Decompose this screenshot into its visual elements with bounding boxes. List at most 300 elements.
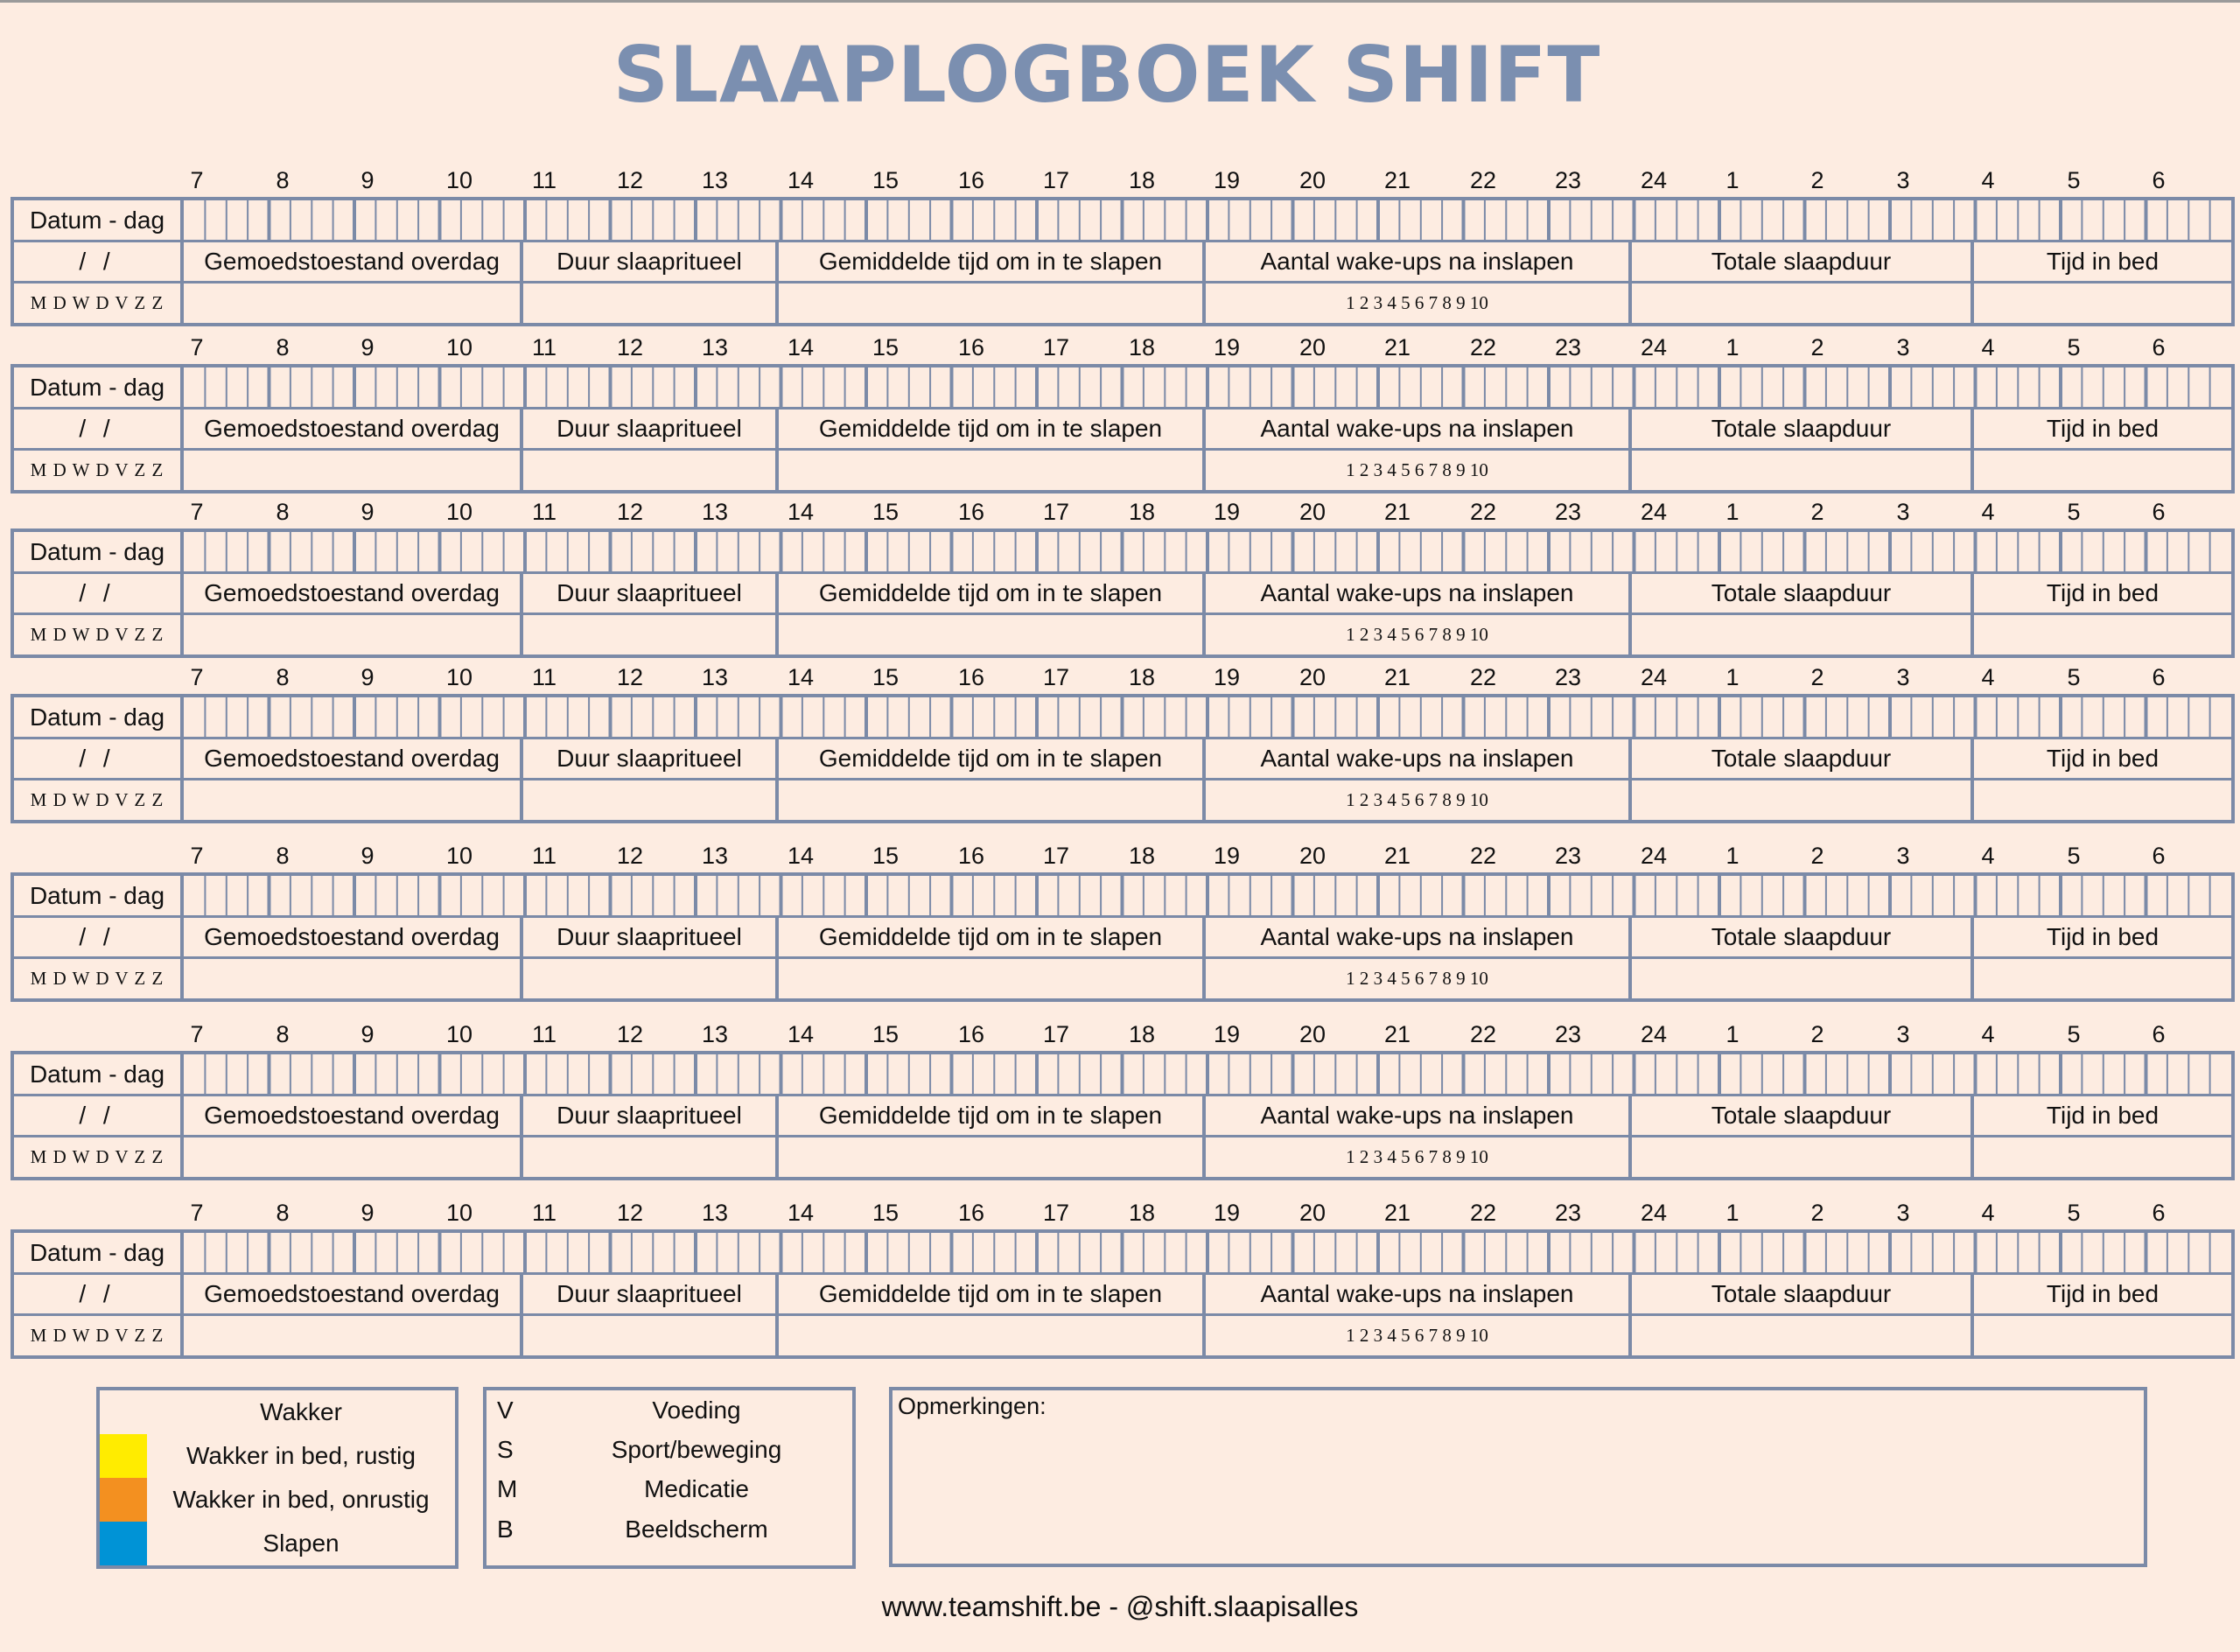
legend-state-label: Wakker bbox=[260, 1398, 342, 1425]
entry-cell[interactable] bbox=[184, 780, 523, 820]
entry-cell[interactable] bbox=[184, 284, 523, 323]
entry-cell[interactable] bbox=[779, 1316, 1206, 1355]
hour-label: 7 bbox=[190, 843, 204, 869]
entry-cell[interactable] bbox=[1632, 1138, 1974, 1177]
hour-label: 21 bbox=[1383, 843, 1411, 869]
column-header bbox=[184, 410, 523, 448]
hour-label: 21 bbox=[1383, 664, 1411, 690]
hour-label: 19 bbox=[1213, 843, 1241, 869]
column-header bbox=[1632, 1096, 1974, 1135]
hour-label: 20 bbox=[1298, 1200, 1326, 1226]
column-header-text: Tijd in bed bbox=[2046, 923, 2160, 950]
hour-label: 3 bbox=[1896, 167, 1910, 193]
hour-label: 13 bbox=[701, 664, 729, 690]
column-header-text: Totale slaapduur bbox=[1711, 745, 1892, 772]
hour-label: 7 bbox=[190, 1200, 204, 1226]
entry-cell[interactable] bbox=[1974, 780, 2231, 820]
hour-label: 5 bbox=[2067, 334, 2081, 360]
quarter-hour-cells[interactable] bbox=[184, 200, 2231, 240]
column-header bbox=[1632, 410, 1974, 448]
quarter-hour-cells[interactable] bbox=[184, 876, 2231, 915]
hour-label: 10 bbox=[445, 334, 473, 360]
hour-label: 3 bbox=[1896, 334, 1910, 360]
column-header bbox=[1206, 1275, 1632, 1313]
entry-cell[interactable] bbox=[1206, 284, 1632, 323]
hour-label: 22 bbox=[1469, 167, 1497, 193]
hour-label: 5 bbox=[2067, 167, 2081, 193]
legend-state-label: Wakker in bed, onrustig bbox=[172, 1486, 430, 1513]
column-header bbox=[1206, 242, 1632, 281]
hour-label: 23 bbox=[1554, 167, 1582, 193]
quarter-hour-cells[interactable] bbox=[184, 697, 2231, 737]
hour-label: 23 bbox=[1554, 664, 1582, 690]
hour-label: 2 bbox=[1810, 1200, 1824, 1226]
column-header bbox=[523, 739, 779, 778]
column-header bbox=[523, 242, 779, 281]
column-header bbox=[1632, 1275, 1974, 1313]
entry-cell[interactable] bbox=[523, 959, 779, 998]
hour-label: 16 bbox=[957, 664, 985, 690]
hour-label: 24 bbox=[1640, 843, 1668, 869]
weekday-selector[interactable] bbox=[14, 959, 184, 998]
column-header-text: Duur slaapritueel bbox=[556, 1280, 742, 1307]
hour-label: 18 bbox=[1128, 499, 1156, 525]
column-header-text: Gemiddelde tijd om in te slapen bbox=[818, 923, 1163, 950]
hour-label: 12 bbox=[616, 1200, 644, 1226]
column-header bbox=[184, 574, 523, 612]
column-header-text: Tijd in bed bbox=[2046, 1102, 2160, 1129]
date-day-text: Datum - dag bbox=[29, 206, 165, 234]
hour-label: 22 bbox=[1469, 499, 1497, 525]
hour-scale bbox=[0, 164, 2240, 196]
entry-cell[interactable] bbox=[184, 1316, 523, 1355]
hour-label: 12 bbox=[616, 167, 644, 193]
date-input[interactable] bbox=[14, 242, 184, 281]
hour-label: 8 bbox=[276, 1021, 290, 1047]
entry-row bbox=[14, 284, 2231, 323]
hour-label: 9 bbox=[360, 499, 374, 525]
hour-label: 21 bbox=[1383, 1021, 1411, 1047]
hour-label: 1 bbox=[1726, 843, 1740, 869]
column-header bbox=[1206, 1096, 1632, 1135]
wakeup-scale[interactable]: 1 2 3 4 5 6 7 8 9 10 bbox=[1346, 292, 1488, 313]
entry-cell[interactable] bbox=[779, 780, 1206, 820]
top-rule bbox=[0, 0, 2240, 3]
column-header-row bbox=[14, 410, 2231, 451]
wakeup-scale[interactable]: 1 2 3 4 5 6 7 8 9 10 bbox=[1346, 1325, 1488, 1346]
hour-label: 12 bbox=[616, 499, 644, 525]
hour-label: 7 bbox=[190, 664, 204, 690]
weekday-selector[interactable] bbox=[14, 451, 184, 490]
date-day-text: Datum - dag bbox=[29, 1060, 165, 1088]
hour-label: 15 bbox=[872, 1200, 900, 1226]
hour-label: 2 bbox=[1810, 167, 1824, 193]
column-header-text: Duur slaapritueel bbox=[556, 745, 742, 772]
weekday-letters: M D W D V Z Z bbox=[30, 1325, 164, 1346]
hour-label: 6 bbox=[2152, 334, 2166, 360]
date-day-label bbox=[14, 1233, 184, 1272]
entry-cell[interactable] bbox=[1206, 1316, 1632, 1355]
hour-label: 10 bbox=[445, 843, 473, 869]
hour-label: 4 bbox=[1981, 499, 1995, 525]
date-slashes: / / bbox=[79, 923, 116, 950]
legend-code-label: Sport/beweging bbox=[611, 1436, 782, 1463]
hour-label: 11 bbox=[531, 1021, 557, 1047]
hour-label: 22 bbox=[1469, 664, 1497, 690]
day-grid bbox=[10, 197, 2235, 326]
notes-label: Opmerkingen: bbox=[898, 1393, 1046, 1419]
weekday-letters: M D W D V Z Z bbox=[30, 292, 164, 313]
entry-cell[interactable] bbox=[1632, 780, 1974, 820]
day-block bbox=[0, 1018, 2240, 1220]
hour-label: 8 bbox=[276, 167, 290, 193]
date-slashes: / / bbox=[79, 579, 116, 606]
hour-label: 16 bbox=[957, 167, 985, 193]
hour-label: 20 bbox=[1298, 334, 1326, 360]
column-header-text: Gemiddelde tijd om in te slapen bbox=[818, 1280, 1163, 1307]
wakeup-scale[interactable]: 1 2 3 4 5 6 7 8 9 10 bbox=[1346, 1146, 1488, 1167]
hour-label: 15 bbox=[872, 167, 900, 193]
hour-label: 3 bbox=[1896, 843, 1910, 869]
hour-label: 22 bbox=[1469, 1200, 1497, 1226]
hour-scale bbox=[0, 1018, 2240, 1050]
column-header bbox=[1974, 242, 2231, 281]
entry-cell[interactable] bbox=[1632, 284, 1974, 323]
hour-label: 13 bbox=[701, 334, 729, 360]
hour-label: 24 bbox=[1640, 664, 1668, 690]
date-day-text: Datum - dag bbox=[29, 1239, 165, 1266]
wakeup-scale[interactable]: 1 2 3 4 5 6 7 8 9 10 bbox=[1346, 789, 1488, 810]
column-header-row bbox=[14, 242, 2231, 284]
hour-label: 11 bbox=[531, 499, 557, 525]
entry-cell[interactable] bbox=[1206, 1138, 1632, 1177]
date-slashes: / / bbox=[79, 415, 116, 442]
hour-label: 18 bbox=[1128, 1021, 1156, 1047]
weekday-letters: M D W D V Z Z bbox=[30, 1146, 164, 1167]
hour-label: 6 bbox=[2152, 499, 2166, 525]
entry-cell[interactable] bbox=[523, 780, 779, 820]
column-header-row bbox=[14, 739, 2231, 780]
entry-cell[interactable] bbox=[1974, 959, 2231, 998]
quarter-hour-cells[interactable] bbox=[184, 1054, 2231, 1094]
hour-label: 4 bbox=[1981, 334, 1995, 360]
hour-label: 9 bbox=[360, 1200, 374, 1226]
quarter-hour-cells[interactable] bbox=[184, 368, 2231, 407]
column-header-text: Tijd in bed bbox=[2046, 248, 2160, 275]
hour-label: 10 bbox=[445, 167, 473, 193]
hour-label: 7 bbox=[190, 334, 204, 360]
hour-label: 23 bbox=[1554, 1021, 1582, 1047]
hour-label: 21 bbox=[1383, 1200, 1411, 1226]
timeline-row bbox=[14, 368, 2231, 410]
quarter-hour-cells[interactable] bbox=[184, 1233, 2231, 1272]
hour-label: 3 bbox=[1896, 1200, 1910, 1226]
column-header-text: Totale slaapduur bbox=[1711, 1102, 1892, 1129]
hour-label: 1 bbox=[1726, 1200, 1740, 1226]
column-header-text: Duur slaapritueel bbox=[556, 248, 742, 275]
legend-states bbox=[96, 1387, 458, 1569]
column-header-text: Tijd in bed bbox=[2046, 415, 2160, 442]
entry-cell[interactable] bbox=[1632, 451, 1974, 490]
hour-label: 21 bbox=[1383, 167, 1411, 193]
hour-label: 7 bbox=[190, 499, 204, 525]
quarter-hour-cells[interactable] bbox=[184, 532, 2231, 571]
legend-code-item bbox=[486, 1390, 852, 1431]
column-header bbox=[1632, 739, 1974, 778]
entry-row bbox=[14, 615, 2231, 654]
column-header-text: Gemoedstoestand overdag bbox=[204, 579, 500, 606]
hour-label: 14 bbox=[787, 664, 815, 690]
column-header-text: Gemiddelde tijd om in te slapen bbox=[818, 1102, 1163, 1129]
hour-label: 4 bbox=[1981, 1200, 1995, 1226]
hour-label: 7 bbox=[190, 167, 204, 193]
hour-label: 16 bbox=[957, 499, 985, 525]
column-header-text: Gemoedstoestand overdag bbox=[204, 923, 500, 950]
date-input[interactable] bbox=[14, 918, 184, 956]
column-header bbox=[184, 1096, 523, 1135]
entry-cell[interactable] bbox=[1974, 615, 2231, 654]
hour-label: 20 bbox=[1298, 1021, 1326, 1047]
hour-label: 9 bbox=[360, 334, 374, 360]
entry-cell[interactable] bbox=[184, 615, 523, 654]
date-day-text: Datum - dag bbox=[29, 538, 165, 565]
hour-label: 3 bbox=[1896, 664, 1910, 690]
column-header bbox=[779, 410, 1206, 448]
column-header bbox=[1632, 242, 1974, 281]
hour-label: 16 bbox=[957, 334, 985, 360]
column-header-text: Tijd in bed bbox=[2046, 1280, 2160, 1307]
date-day-label bbox=[14, 876, 184, 915]
day-block bbox=[0, 662, 2240, 863]
entry-cell[interactable] bbox=[1974, 1316, 2231, 1355]
weekday-selector[interactable] bbox=[14, 780, 184, 820]
hour-label: 8 bbox=[276, 334, 290, 360]
hour-label: 23 bbox=[1554, 334, 1582, 360]
hour-label: 19 bbox=[1213, 1021, 1241, 1047]
hour-label: 20 bbox=[1298, 843, 1326, 869]
column-header-text: Gemoedstoestand overdag bbox=[204, 415, 500, 442]
column-header-text: Aantal wake-ups na inslapen bbox=[1260, 1102, 1574, 1129]
entry-cell[interactable] bbox=[1206, 780, 1632, 820]
entry-cell[interactable] bbox=[1632, 959, 1974, 998]
weekday-letters: M D W D V Z Z bbox=[30, 459, 164, 480]
entry-cell[interactable] bbox=[779, 959, 1206, 998]
hour-label: 4 bbox=[1981, 1021, 1995, 1047]
hour-label: 14 bbox=[787, 1200, 815, 1226]
color-swatch bbox=[100, 1478, 147, 1522]
legend-code-item bbox=[486, 1430, 852, 1470]
entry-cell[interactable] bbox=[184, 959, 523, 998]
hour-label: 10 bbox=[445, 499, 473, 525]
hour-label: 18 bbox=[1128, 334, 1156, 360]
hour-scale bbox=[0, 332, 2240, 363]
timeline-row bbox=[14, 697, 2231, 739]
timeline-row bbox=[14, 200, 2231, 242]
column-header bbox=[779, 574, 1206, 612]
hour-label: 15 bbox=[872, 1021, 900, 1047]
hour-label: 17 bbox=[1042, 664, 1070, 690]
entry-cell[interactable] bbox=[523, 451, 779, 490]
hour-label: 15 bbox=[872, 499, 900, 525]
legend-state-item bbox=[100, 1522, 455, 1565]
legend-code-key: S bbox=[497, 1436, 514, 1463]
legend-code-label: Medicatie bbox=[644, 1475, 749, 1502]
hour-scale bbox=[0, 662, 2240, 693]
column-header bbox=[523, 410, 779, 448]
entry-cell[interactable] bbox=[1632, 1316, 1974, 1355]
hour-label: 10 bbox=[445, 664, 473, 690]
column-header bbox=[1206, 918, 1632, 956]
date-input[interactable] bbox=[14, 1275, 184, 1313]
hour-label: 8 bbox=[276, 843, 290, 869]
date-slashes: / / bbox=[79, 1102, 116, 1129]
entry-cell[interactable] bbox=[523, 1316, 779, 1355]
column-header-text: Gemoedstoestand overdag bbox=[204, 1102, 500, 1129]
hour-label: 17 bbox=[1042, 499, 1070, 525]
column-header bbox=[523, 1275, 779, 1313]
hour-label: 6 bbox=[2152, 843, 2166, 869]
entry-cell[interactable] bbox=[1632, 615, 1974, 654]
date-day-label bbox=[14, 532, 184, 571]
column-header-text: Aantal wake-ups na inslapen bbox=[1260, 579, 1574, 606]
wakeup-scale[interactable]: 1 2 3 4 5 6 7 8 9 10 bbox=[1346, 459, 1488, 480]
entry-cell[interactable] bbox=[779, 1138, 1206, 1177]
day-grid bbox=[10, 694, 2235, 823]
legend-code-item bbox=[486, 1509, 852, 1550]
column-header-row bbox=[14, 574, 2231, 615]
hour-label: 13 bbox=[701, 1200, 729, 1226]
date-input[interactable] bbox=[14, 574, 184, 612]
column-header-text: Tijd in bed bbox=[2046, 745, 2160, 772]
hour-label: 10 bbox=[445, 1200, 473, 1226]
entry-cell[interactable] bbox=[779, 615, 1206, 654]
column-header-row bbox=[14, 1275, 2231, 1316]
legend-code-item bbox=[486, 1469, 852, 1509]
column-header bbox=[523, 1096, 779, 1135]
hour-label: 4 bbox=[1981, 843, 1995, 869]
hour-label: 17 bbox=[1042, 1021, 1070, 1047]
column-header-text: Aantal wake-ups na inslapen bbox=[1260, 248, 1574, 275]
date-day-label bbox=[14, 1054, 184, 1094]
notes-box[interactable] bbox=[889, 1387, 2147, 1567]
entry-cell[interactable] bbox=[523, 1138, 779, 1177]
column-header-text: Gemiddelde tijd om in te slapen bbox=[818, 745, 1163, 772]
hour-label: 24 bbox=[1640, 499, 1668, 525]
hour-label: 18 bbox=[1128, 1200, 1156, 1226]
entry-cell[interactable] bbox=[1206, 959, 1632, 998]
hour-label: 22 bbox=[1469, 334, 1497, 360]
hour-label: 12 bbox=[616, 1021, 644, 1047]
hour-scale bbox=[0, 496, 2240, 528]
entry-cell[interactable] bbox=[779, 451, 1206, 490]
weekday-selector[interactable] bbox=[14, 1316, 184, 1355]
column-header bbox=[184, 1275, 523, 1313]
hour-label: 19 bbox=[1213, 664, 1241, 690]
hour-label: 5 bbox=[2067, 1021, 2081, 1047]
hour-label: 7 bbox=[190, 1021, 204, 1047]
timeline-row bbox=[14, 532, 2231, 574]
entry-cell[interactable] bbox=[1974, 284, 2231, 323]
hour-label: 21 bbox=[1383, 334, 1411, 360]
day-block bbox=[0, 840, 2240, 1041]
column-header bbox=[779, 1096, 1206, 1135]
column-header-text: Aantal wake-ups na inslapen bbox=[1260, 1280, 1574, 1307]
entry-row bbox=[14, 1138, 2231, 1177]
entry-cell[interactable] bbox=[184, 451, 523, 490]
hour-label: 13 bbox=[701, 1021, 729, 1047]
color-swatch bbox=[100, 1434, 147, 1478]
hour-label: 5 bbox=[2067, 843, 2081, 869]
weekday-selector[interactable] bbox=[14, 615, 184, 654]
entry-cell[interactable] bbox=[1974, 451, 2231, 490]
hour-label: 16 bbox=[957, 1200, 985, 1226]
hour-label: 12 bbox=[616, 334, 644, 360]
hour-label: 1 bbox=[1726, 1021, 1740, 1047]
column-header-text: Gemiddelde tijd om in te slapen bbox=[818, 579, 1163, 606]
hour-label: 13 bbox=[701, 843, 729, 869]
column-header bbox=[1206, 739, 1632, 778]
hour-label: 9 bbox=[360, 1021, 374, 1047]
day-grid bbox=[10, 1051, 2235, 1180]
hour-label: 19 bbox=[1213, 334, 1241, 360]
entry-cell[interactable] bbox=[1206, 615, 1632, 654]
date-day-label bbox=[14, 697, 184, 737]
weekday-selector[interactable] bbox=[14, 1138, 184, 1177]
date-input[interactable] bbox=[14, 739, 184, 778]
column-header-text: Totale slaapduur bbox=[1711, 579, 1892, 606]
date-input[interactable] bbox=[14, 1096, 184, 1135]
hour-label: 23 bbox=[1554, 843, 1582, 869]
wakeup-scale[interactable]: 1 2 3 4 5 6 7 8 9 10 bbox=[1346, 968, 1488, 989]
hour-scale bbox=[0, 840, 2240, 872]
column-header bbox=[1632, 574, 1974, 612]
column-header-text: Totale slaapduur bbox=[1711, 415, 1892, 442]
column-header-text: Totale slaapduur bbox=[1711, 1280, 1892, 1307]
hour-label: 2 bbox=[1810, 664, 1824, 690]
legend-code-key: B bbox=[497, 1516, 514, 1543]
column-header-text: Aantal wake-ups na inslapen bbox=[1260, 415, 1574, 442]
hour-label: 2 bbox=[1810, 1021, 1824, 1047]
column-header bbox=[1974, 410, 2231, 448]
wakeup-scale[interactable]: 1 2 3 4 5 6 7 8 9 10 bbox=[1346, 624, 1488, 645]
weekday-letters: M D W D V Z Z bbox=[30, 789, 164, 810]
entry-cell[interactable] bbox=[1974, 1138, 2231, 1177]
hour-label: 4 bbox=[1981, 664, 1995, 690]
column-header bbox=[523, 918, 779, 956]
timeline-row bbox=[14, 876, 2231, 918]
column-header bbox=[1974, 1275, 2231, 1313]
entry-cell[interactable] bbox=[1206, 451, 1632, 490]
entry-cell[interactable] bbox=[523, 615, 779, 654]
hour-label: 15 bbox=[872, 334, 900, 360]
date-input[interactable] bbox=[14, 410, 184, 448]
hour-label: 1 bbox=[1726, 499, 1740, 525]
day-grid bbox=[10, 872, 2235, 1002]
hour-label: 19 bbox=[1213, 1200, 1241, 1226]
entry-cell[interactable] bbox=[184, 1138, 523, 1177]
date-day-label bbox=[14, 368, 184, 407]
column-header-text: Duur slaapritueel bbox=[556, 579, 742, 606]
day-grid bbox=[10, 364, 2235, 494]
weekday-selector[interactable] bbox=[14, 284, 184, 323]
entry-cell[interactable] bbox=[779, 284, 1206, 323]
legend-state-awake bbox=[100, 1390, 455, 1434]
day-grid bbox=[10, 1229, 2235, 1359]
legend-code-label: Voeding bbox=[652, 1396, 741, 1424]
day-grid bbox=[10, 528, 2235, 658]
entry-cell[interactable] bbox=[523, 284, 779, 323]
entry-row bbox=[14, 1316, 2231, 1355]
